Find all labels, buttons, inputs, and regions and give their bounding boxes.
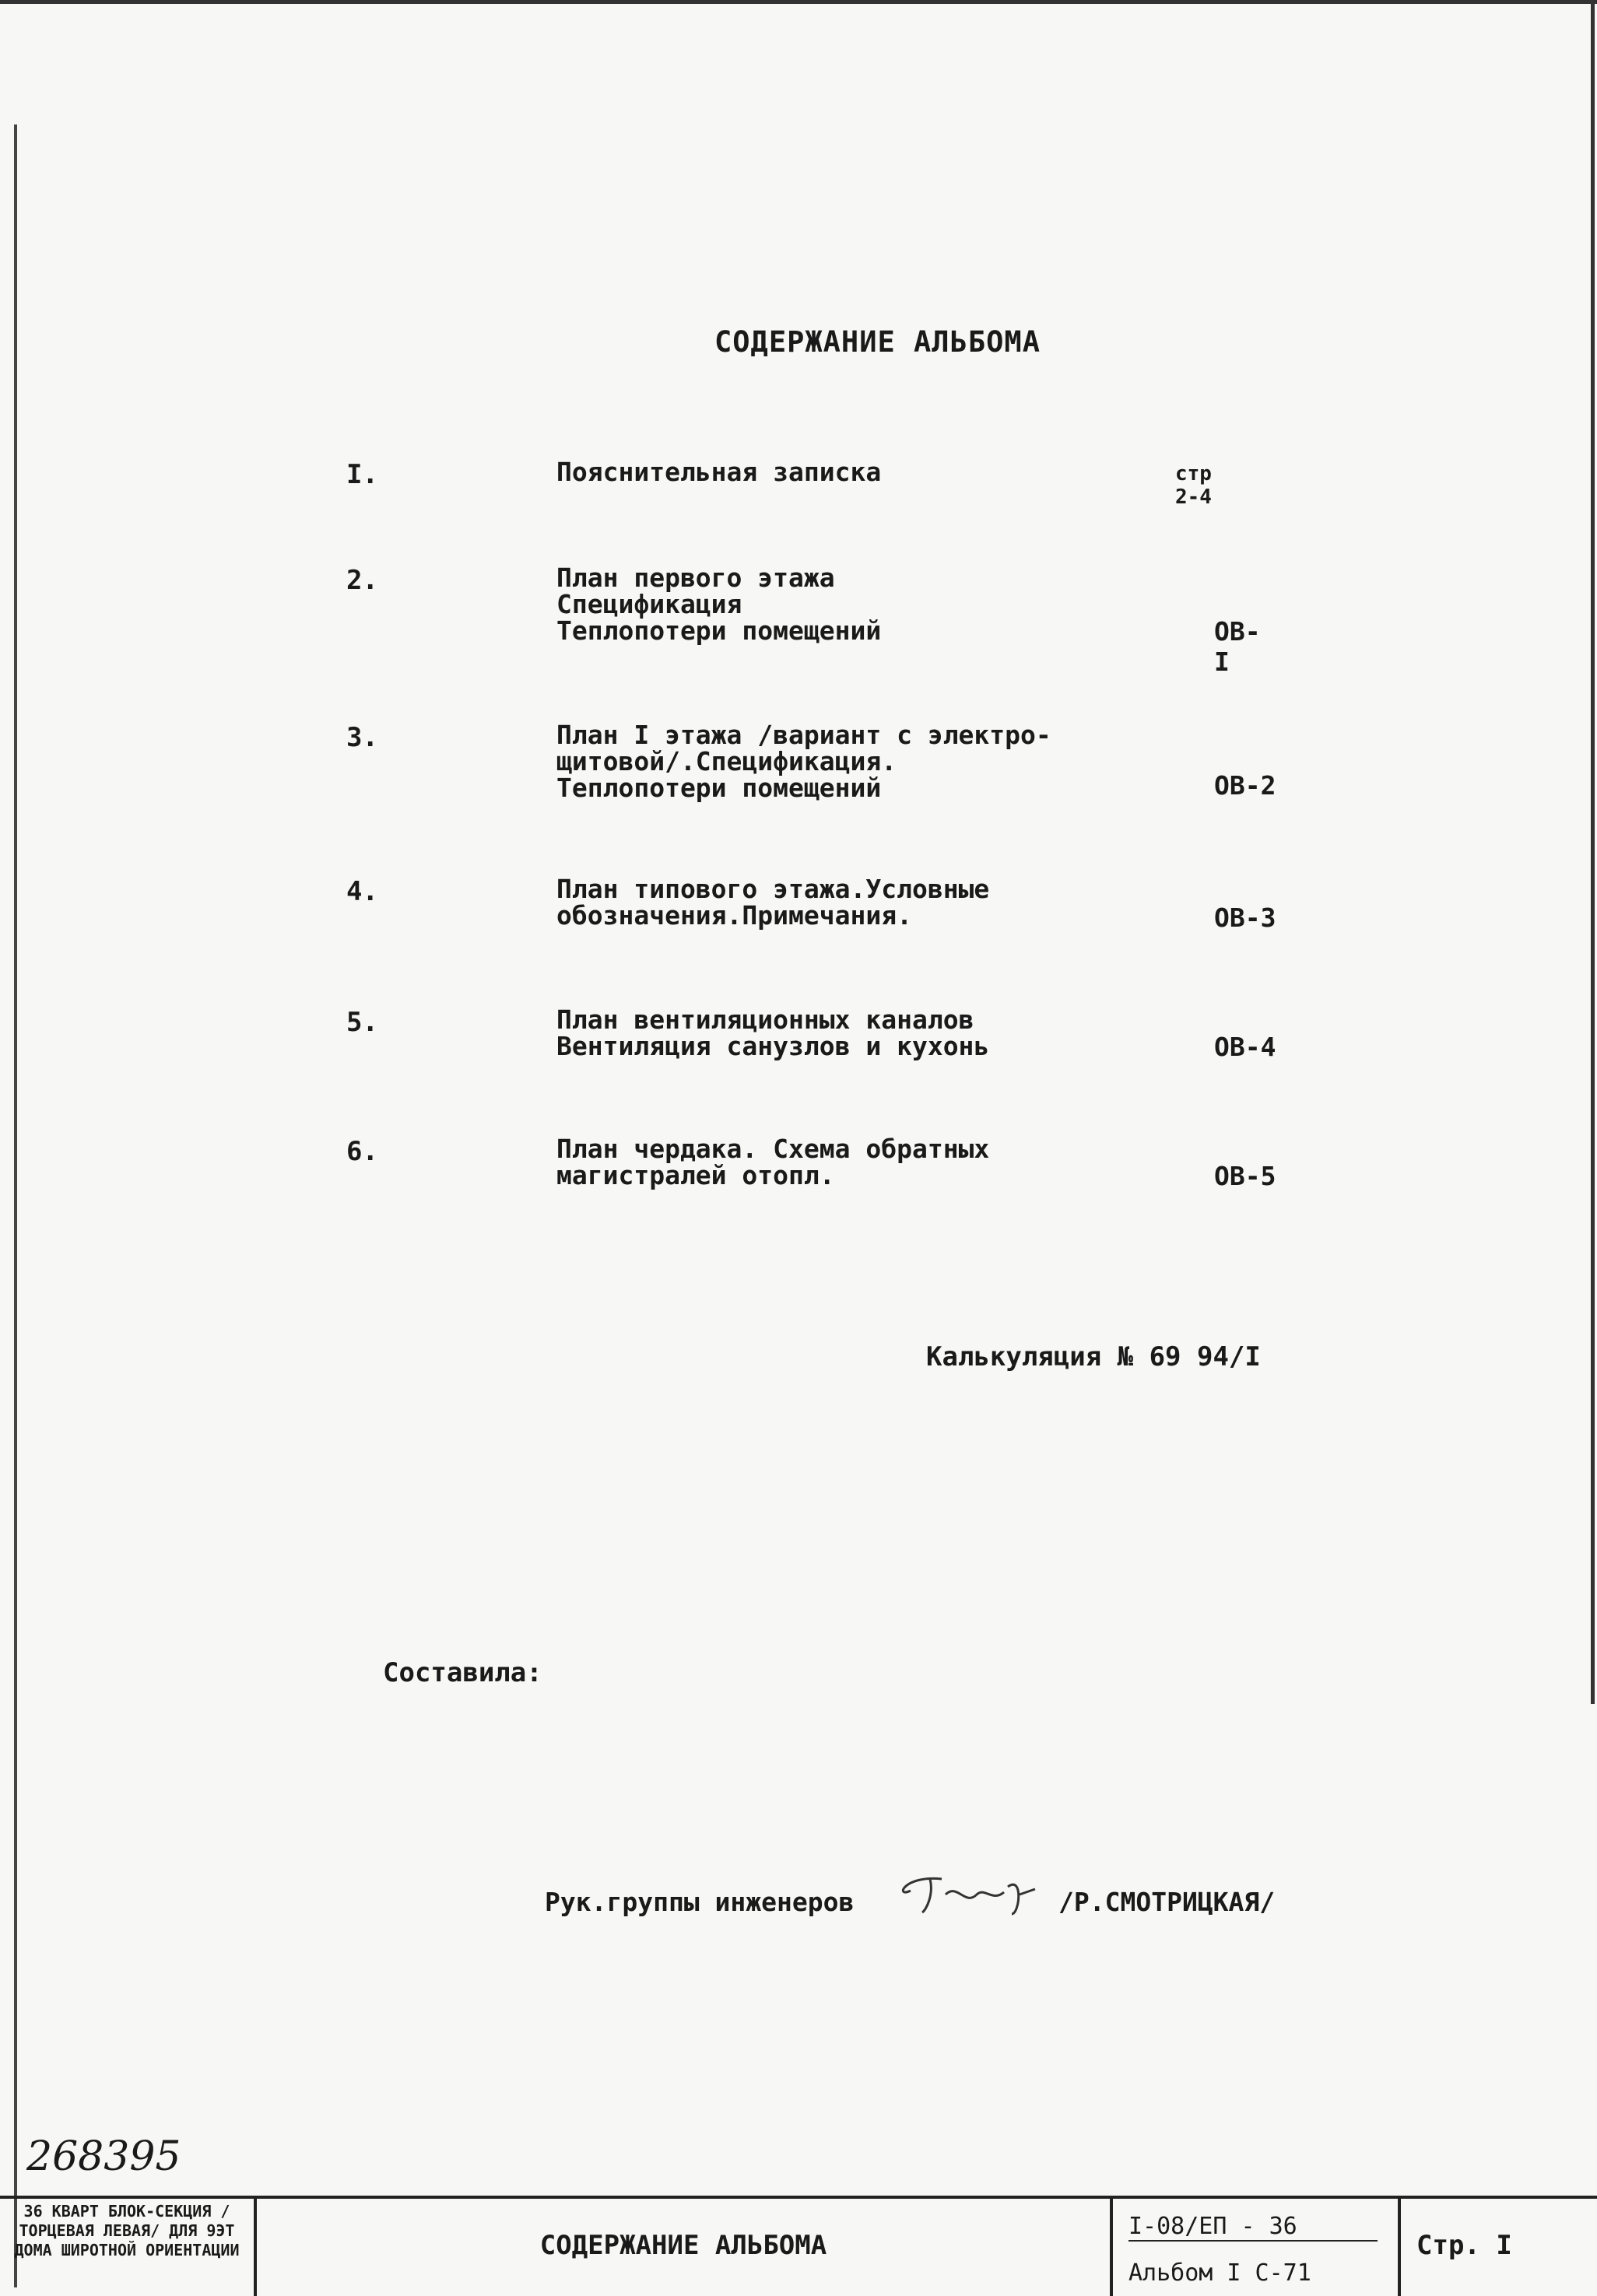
top-border bbox=[0, 0, 1597, 4]
handwritten-signature bbox=[887, 1860, 1058, 1922]
toc-description: Пояснительная записка bbox=[556, 457, 882, 487]
calculation-number: Калькуляция № 69 94/I bbox=[926, 1341, 1261, 1372]
compiled-by-label: Составила: bbox=[383, 1657, 542, 1688]
stamp-sheet-title: СОДЕРЖАНИЕ АЛЬБОМА bbox=[257, 2199, 1113, 2296]
toc-number: 5. bbox=[346, 1007, 378, 1038]
stamp-reference bbox=[1113, 2199, 1401, 2296]
toc-description: План вентиляционных каналов Вентиляция санузлов и кухонь bbox=[556, 1004, 990, 1061]
page-title: СОДЕРЖАНИЕ АЛЬБОМА bbox=[714, 325, 1041, 359]
toc-number: I. bbox=[346, 459, 378, 490]
toc-description: План типового этажа.Условные обозначения.Примечания. bbox=[556, 874, 990, 931]
stamp-album-number: Альбом I С-71 bbox=[1128, 2259, 1311, 2287]
toc-code: ОВ-2 bbox=[1214, 770, 1276, 801]
stamp-project-description: 36 КВАРТ БЛОК-СЕКЦИЯ /ТОРЦЕВАЯ ЛЕВАЯ/ ДЛЯ 9ЭТ ДОМА ШИРОТНОЙ ОРИЕНТАЦИИ bbox=[0, 2199, 257, 2296]
toc-number: 2. bbox=[346, 565, 378, 596]
title-block-stamp bbox=[0, 2196, 1597, 2296]
toc-description: План первого этажа Спецификация Теплопотери помещений bbox=[556, 563, 882, 646]
stamp-reference-code: I-08/ЕП - 36 bbox=[1128, 2213, 1378, 2242]
left-binding-line bbox=[14, 124, 17, 2287]
right-border bbox=[1591, 0, 1595, 1704]
toc-code: ОВ-5 bbox=[1214, 1161, 1276, 1191]
stamp-page-number: Стр. I bbox=[1416, 2230, 1512, 2261]
toc-number: 6. bbox=[346, 1136, 378, 1167]
toc-code: ОВ-I bbox=[1214, 616, 1261, 677]
toc-description: План I этажа /вариант с электро- щитовой/.Спецификация. Теплопотери помещений bbox=[556, 720, 1051, 803]
toc-number: 4. bbox=[346, 876, 378, 907]
toc-number: 3. bbox=[346, 722, 378, 753]
toc-code: ОВ-3 bbox=[1214, 903, 1276, 933]
toc-code: стр 2-4 bbox=[1175, 462, 1212, 509]
archive-number: 268395 bbox=[26, 2133, 181, 2180]
toc-code: ОВ-4 bbox=[1214, 1032, 1276, 1062]
signer-role: Рук.группы инженеров bbox=[545, 1887, 855, 1917]
toc-description: План чердака. Схема обратных магистралей отопл. bbox=[556, 1134, 990, 1190]
signer-name: /Р.СМОТРИЦКАЯ/ bbox=[1058, 1887, 1276, 1917]
